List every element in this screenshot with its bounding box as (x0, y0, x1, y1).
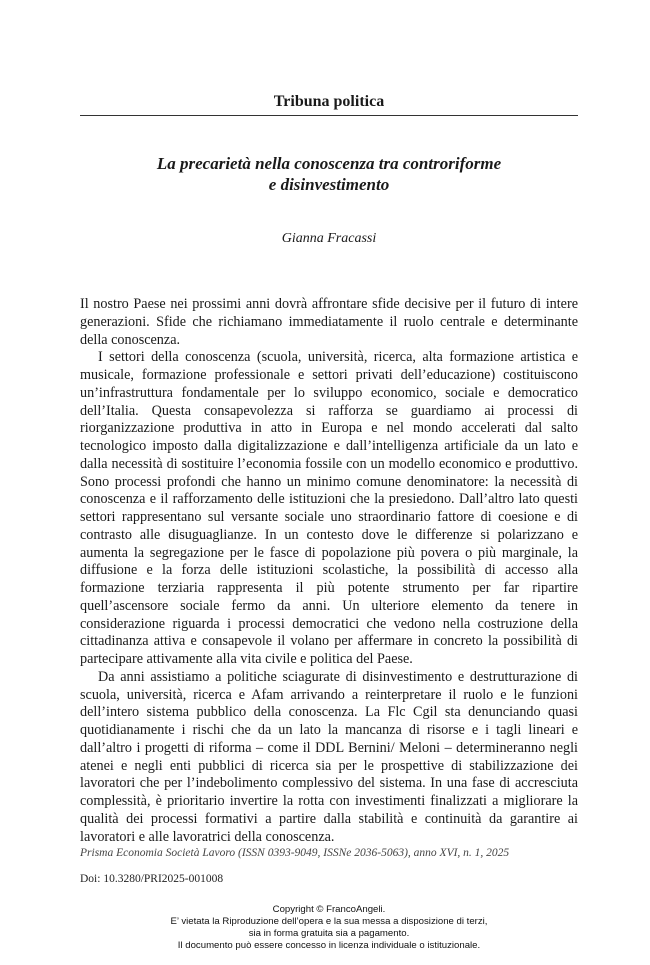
copyright-line: sia in forma gratuita sia a pagamento. (248, 928, 410, 939)
body-paragraph: Il nostro Paese nei prossimi anni dovrà affrontare sfide decisive per il futuro di intere generazioni. Sfide che richiamano immediatamente il ruolo centrale e determinante della conoscenza. (80, 296, 578, 348)
copyright-line: E’ vietata la Riproduzione dell’opera e la sua messa a disposizione di terzi, (170, 916, 488, 927)
article-body (80, 296, 578, 846)
copyright-notice (80, 904, 578, 952)
copyright-line: Il documento può essere concesso in licenza individuale o istituzionale. (177, 940, 481, 951)
article-title-line-1: La precarietà nella conoscenza tra controriforme (156, 154, 502, 173)
copyright-line: Copyright © FrancoAngeli. (272, 904, 386, 915)
article-author: Gianna Fracassi (281, 231, 377, 246)
section-header: Tribuna politica (273, 93, 385, 110)
header-rule (80, 115, 578, 116)
body-paragraph: Da anni assistiamo a politiche sciagurate di disinvestimento e destrutturazione di scuola, università, ricerca e Afam arrivando a reinterpretare il ruolo e le funzioni dell’intero sistema pubblico della conoscenza. La Flc Cgil sta denunciando quasi quotidianamente i rischi che da un lato la mancanza di risorse e i tagli lineari e dall’altro i progetti di riforma – come il DDL Bernini/ Meloni – determineranno negli atenei e negli enti pubblici di ricerca sia per le prospettive di stabilizzazione dei lavoratori che per l’indebolimento complessivo del sistema. In una fase di accresciuta complessità, è prioritario invertire la rotta con investimenti finalizzati a migliorare la qualità dei processi formativi a partire dalla stabilità e continuità da garantire ai lavoratori e alle lavoratrici della conoscenza. (80, 668, 578, 845)
article-title-line-2: e disinvestimento (268, 175, 390, 194)
article-title (80, 153, 578, 195)
body-paragraph: I settori della conoscenza (scuola, università, ricerca, alta formazione artistica e musicale, formazione professionale e settori privati dell’educazione) costituiscono un’infrastruttura fondamentale per lo sviluppo economico, sociale e democratico dell’Italia. Questa consapevolezza si rafforza se guardiamo ai processi di riorganizzazione produttiva in atto in Europa e nel mondo accelerati dal salto tecnologico imposto dalla digitalizzazione e dall’intelligenza artificiale da un lato e dalla necessità di sostituire l’economia fossile con un modello economico e produttivo. Sono processi profondi che hanno un minimo comune denominatore: la necessità di conoscenza e il rafforzamento delle istituzioni che la presiedono. Dall’altro lato questi settori rappresentano sul versante sociale uno straordinario fattore di coesione e di contrasto alle disuguaglianze. In un contesto dove le differenze si polarizzano e aumenta la segregazione per le fasce di popolazione più povera o più marginale, la diffusione e la forza delle istituzioni scolastiche, la possibilità di accesso alla formazione terziaria rappresenta il più potente strumento per far ripartire quell’ascensore sociale fermo da anni. Un ulteriore elemento da tenere in considerazione riguarda i processi democratici che vedono nella costruzione della cittadinanza attiva e consapevole il volano per affermare in concreto la possibilità di partecipare attivamente alla vita civile e politica del Paese. (80, 349, 578, 667)
journal-citation: Prisma Economia Società Lavoro (ISSN 0393-9049, ISSNe 2036-5063), anno XVI, n. 1, 2025 (80, 847, 510, 859)
doi-line: Doi: 10.3280/PRI2025-001008 (80, 873, 224, 885)
